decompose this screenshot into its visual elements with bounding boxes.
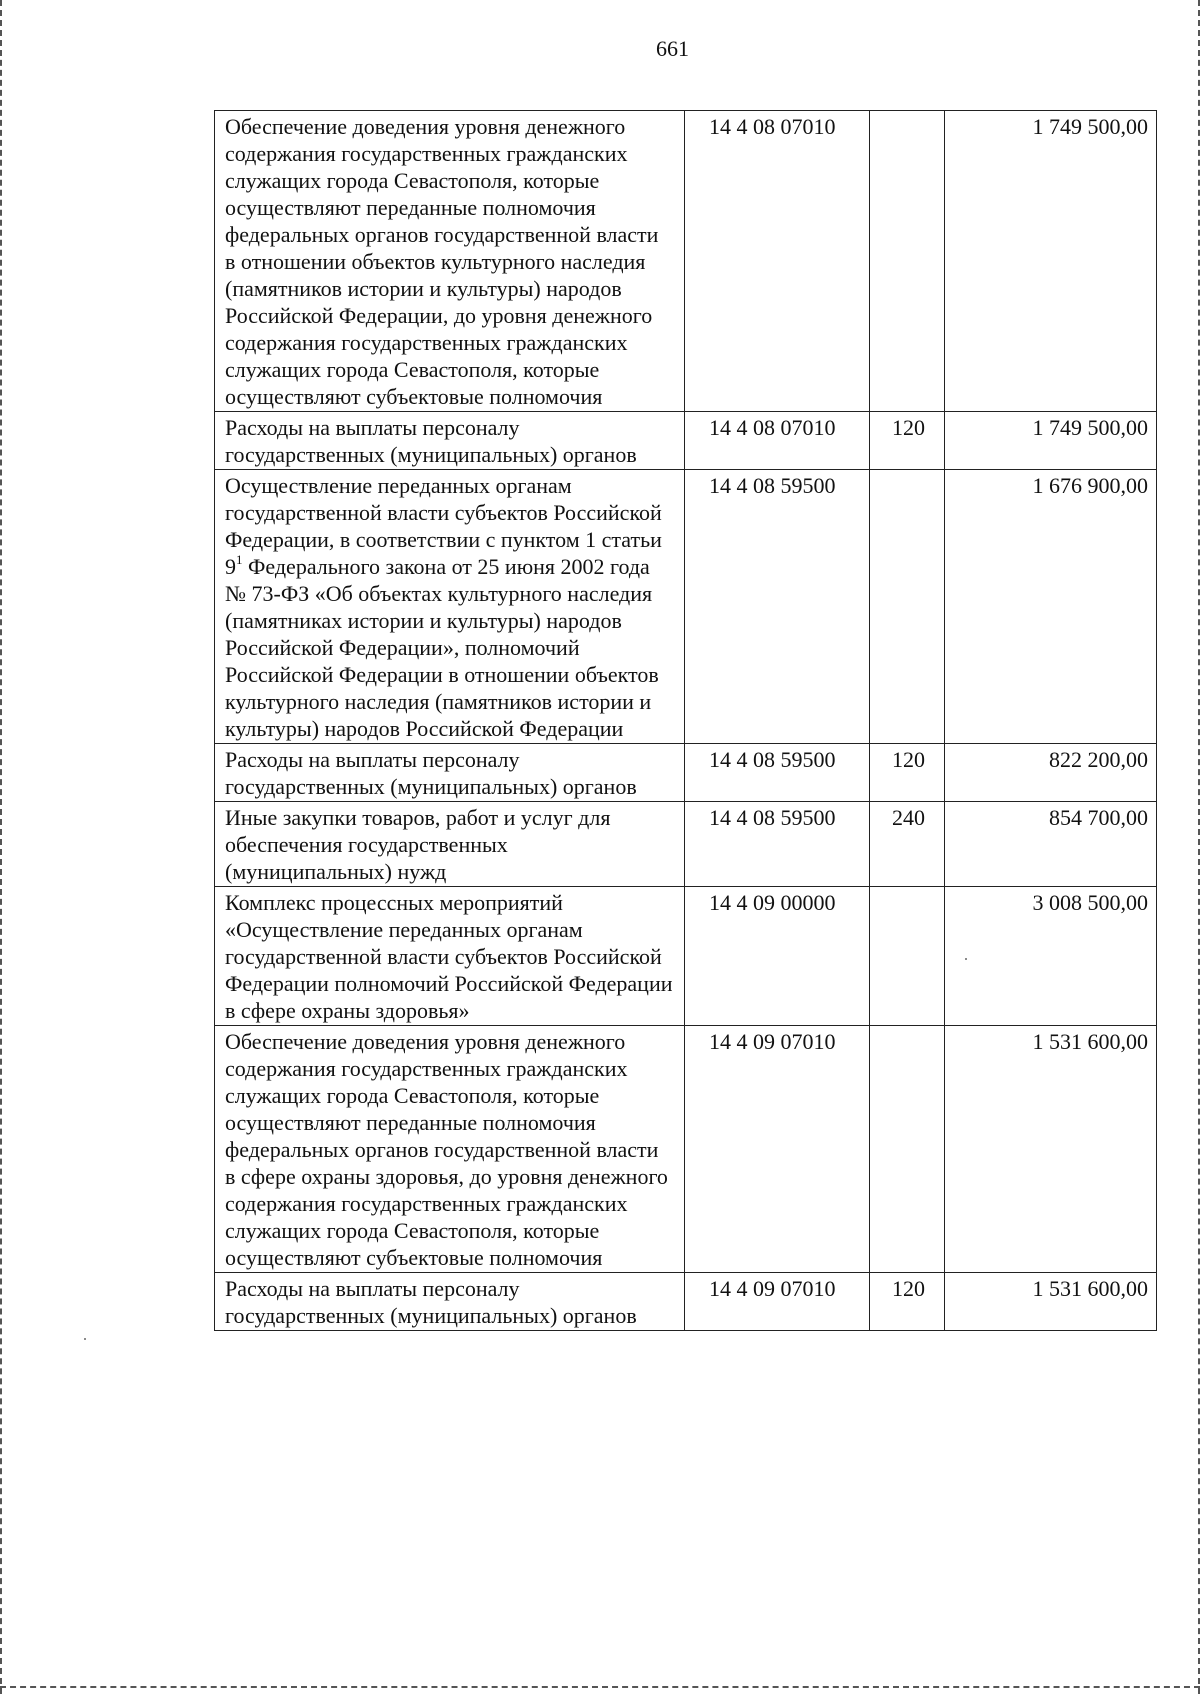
row-target-code: 14 4 09 07010 (685, 1273, 870, 1331)
row-expense-type: 120 (870, 744, 945, 802)
row-name: Обеспечение доведения уровня денежного содержания государственных гражданских служащих города Севастополя, которые осуществляют переданные полномочия федеральных органов государственной власти в сфере охраны здоровья, до уровня денежного содержания государственных гражданских служащих города Севастополя, которые осуществляют субъектовые полномочия (215, 1026, 685, 1273)
row-amount: 822 200,00 (945, 744, 1157, 802)
table-row (215, 887, 1157, 1026)
row-amount: 854 700,00 (945, 802, 1157, 887)
row-expense-type: 120 (870, 1273, 945, 1331)
budget-table (214, 110, 1157, 1331)
row-name: Иные закупки товаров, работ и услуг для обеспечения государственных (муниципальных) нужд (215, 802, 685, 887)
table-row (215, 111, 1157, 412)
table-row (215, 802, 1157, 887)
row-name (215, 470, 685, 744)
row-target-code: 14 4 09 00000 (685, 887, 870, 1026)
row-target-code: 14 4 09 07010 (685, 1026, 870, 1273)
row-expense-type (870, 887, 945, 1026)
row-expense-type (870, 1026, 945, 1273)
row-amount: 1 676 900,00 (945, 470, 1157, 744)
row-target-code: 14 4 08 07010 (685, 412, 870, 470)
table-row (215, 1273, 1157, 1331)
table-row (215, 744, 1157, 802)
row-name-part: Федерального закона от 25 июня 2002 года № 73-ФЗ «Об объектах культурного наследия (памятниках истории и культуры) народов Российской Федерации», полномочий Российской Федерации в отношении объектов культурного наследия (памятников истории и культуры) народов Российской Федерации (225, 554, 659, 741)
scan-speck (965, 958, 967, 960)
scan-speck (84, 1338, 86, 1340)
row-name: Комплекс процессных мероприятий «Осуществление переданных органам государственной власти субъектов Российской Федерации полномочий Российской Федерации в сфере охраны здоровья» (215, 887, 685, 1026)
row-amount: 1 531 600,00 (945, 1026, 1157, 1273)
table-row (215, 470, 1157, 744)
table-row (215, 412, 1157, 470)
superscript-marker: 1 (236, 551, 243, 567)
table-row (215, 1026, 1157, 1273)
page-number: 661 (656, 36, 689, 61)
row-amount: 3 008 500,00 (945, 887, 1157, 1026)
row-expense-type (870, 470, 945, 744)
row-expense-type (870, 111, 945, 412)
row-target-code: 14 4 08 59500 (685, 470, 870, 744)
row-amount: 1 531 600,00 (945, 1273, 1157, 1331)
row-target-code: 14 4 08 59500 (685, 802, 870, 887)
row-expense-type: 240 (870, 802, 945, 887)
row-name: Обеспечение доведения уровня денежного содержания государственных гражданских служащих города Севастополя, которые осуществляют переданные полномочия федеральных органов государственной власти в отношении объектов культурного наследия (памятников истории и культуры) народов Российской Федерации, до уровня денежного содержания государственных гражданских служащих города Севастополя, которые осуществляют субъектовые полномочия (215, 111, 685, 412)
row-name: Расходы на выплаты персоналу государственных (муниципальных) органов (215, 1273, 685, 1331)
row-name: Расходы на выплаты персоналу государственных (муниципальных) органов (215, 744, 685, 802)
row-name-part: Осуществление переданных органам государственной власти субъектов Российской Федерации, в соответствии с пунктом 1 статьи 9 (225, 473, 662, 579)
row-amount: 1 749 500,00 (945, 111, 1157, 412)
scan-border-bottom (0, 1686, 1200, 1688)
row-expense-type: 120 (870, 412, 945, 470)
scan-border-left (0, 0, 3, 1694)
row-name: Расходы на выплаты персоналу государственных (муниципальных) органов (215, 412, 685, 470)
row-target-code: 14 4 08 07010 (685, 111, 870, 412)
row-amount: 1 749 500,00 (945, 412, 1157, 470)
row-target-code: 14 4 08 59500 (685, 744, 870, 802)
